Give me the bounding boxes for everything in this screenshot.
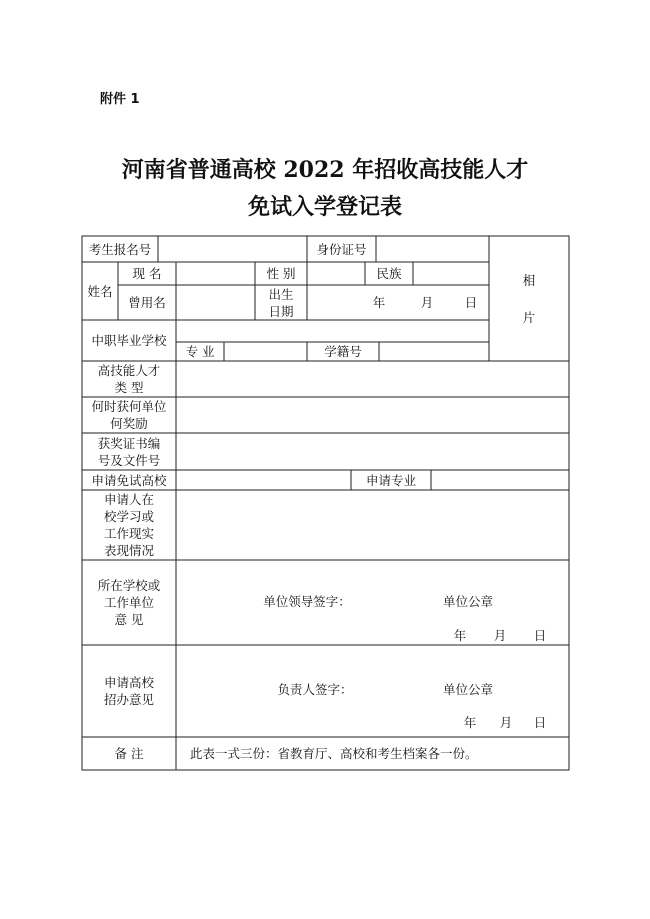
remark-text: 此表一式三份：省教育厅、高校和考生档案各一份。 bbox=[190, 746, 478, 761]
unit-seal-label: 单位公章 bbox=[442, 593, 493, 609]
photo-box[interactable] bbox=[489, 236, 569, 361]
unit-year-unit: 年 bbox=[453, 627, 467, 643]
college-opinion-label-line1: 申请高校 bbox=[103, 675, 154, 690]
id-number-field[interactable] bbox=[376, 236, 489, 262]
ethnicity-field[interactable] bbox=[413, 262, 489, 285]
student-status-field[interactable] bbox=[379, 342, 489, 361]
performance-label-line2: 校学习或 bbox=[103, 509, 154, 524]
award-label-line1: 何时获何单位 bbox=[91, 399, 167, 414]
former-name-field[interactable] bbox=[176, 285, 255, 320]
school-label: 中职毕业学校 bbox=[91, 333, 167, 348]
talent-type-label-line2: 类 型 bbox=[114, 380, 144, 395]
current-name-label: 现 名 bbox=[132, 266, 162, 281]
performance-label-line3: 工作现实 bbox=[103, 526, 154, 541]
unit-day-unit: 日 bbox=[533, 627, 547, 643]
current-name-field[interactable] bbox=[176, 262, 255, 285]
apply-major-label: 申请专业 bbox=[365, 472, 416, 488]
name-label: 姓名 bbox=[87, 283, 113, 299]
photo-label-line1: 相 bbox=[522, 272, 536, 288]
gender-label: 性 别 bbox=[266, 266, 296, 281]
attachment-label: 附件 1 bbox=[100, 92, 140, 107]
id-number-label: 身份证号 bbox=[316, 241, 367, 257]
birth-day-unit: 日 bbox=[464, 295, 478, 310]
certificate-label bbox=[82, 433, 176, 470]
remark-label: 备 注 bbox=[114, 746, 144, 761]
ethnicity-label: 民族 bbox=[376, 266, 402, 281]
college-opinion-label-line2: 招办意见 bbox=[103, 692, 154, 707]
performance-label bbox=[82, 490, 176, 560]
college-day-unit: 日 bbox=[533, 714, 547, 730]
leader-sign-label: 单位领导签字： bbox=[263, 593, 351, 609]
birth-month-unit: 月 bbox=[420, 295, 434, 310]
college-opinion-label bbox=[82, 645, 176, 737]
gender-field[interactable] bbox=[307, 262, 365, 285]
birth-date-label-line2: 日期 bbox=[268, 303, 294, 319]
performance-label-line1: 申请人在 bbox=[103, 492, 154, 507]
college-month-unit: 月 bbox=[499, 714, 513, 730]
birth-date-label bbox=[255, 285, 307, 320]
apply-school-label: 申请免试高校 bbox=[91, 472, 167, 488]
unit-opinion-label-line2: 工作单位 bbox=[103, 595, 154, 610]
unit-opinion-label bbox=[82, 560, 176, 645]
birth-date-label-line1: 出生 bbox=[268, 286, 294, 302]
school-field[interactable] bbox=[176, 320, 489, 342]
certificate-field[interactable] bbox=[176, 433, 569, 470]
exam-number-label: 考生报名号 bbox=[88, 241, 152, 257]
certificate-label-line1: 获奖证书编 bbox=[97, 435, 161, 451]
major-field[interactable] bbox=[224, 342, 307, 361]
student-status-label: 学籍号 bbox=[324, 344, 362, 359]
talent-type-label-line1: 高技能人才 bbox=[97, 363, 161, 378]
form-title-line1: 河南省普通高校 2022 年招收高技能人才 bbox=[121, 157, 529, 183]
photo-label-line2: 片 bbox=[522, 309, 536, 325]
major-label: 专 业 bbox=[185, 344, 215, 359]
person-sign-label: 负责人签字： bbox=[277, 681, 353, 697]
talent-type-field[interactable] bbox=[176, 361, 569, 397]
former-name-label: 曾用名 bbox=[128, 295, 166, 310]
unit-opinion-field[interactable] bbox=[176, 560, 569, 645]
unit-month-unit: 月 bbox=[493, 627, 507, 643]
apply-school-field[interactable] bbox=[176, 470, 351, 490]
certificate-label-line2: 号及文件号 bbox=[97, 452, 161, 468]
exam-number-field[interactable] bbox=[158, 236, 307, 262]
unit-opinion-label-line1: 所在学校或 bbox=[97, 578, 161, 593]
performance-field[interactable] bbox=[176, 490, 569, 560]
college-seal-label: 单位公章 bbox=[442, 681, 493, 697]
award-field[interactable] bbox=[176, 397, 569, 433]
apply-major-field[interactable] bbox=[431, 470, 569, 490]
college-year-unit: 年 bbox=[463, 714, 477, 730]
award-label bbox=[82, 397, 176, 433]
unit-opinion-label-line3: 意 见 bbox=[114, 612, 144, 627]
talent-type-label bbox=[82, 361, 176, 397]
birth-year-unit: 年 bbox=[372, 295, 386, 310]
award-label-line2: 何奖励 bbox=[110, 416, 148, 431]
form-title-line2: 免试入学登记表 bbox=[247, 194, 402, 220]
performance-label-line4: 表现情况 bbox=[103, 543, 154, 558]
